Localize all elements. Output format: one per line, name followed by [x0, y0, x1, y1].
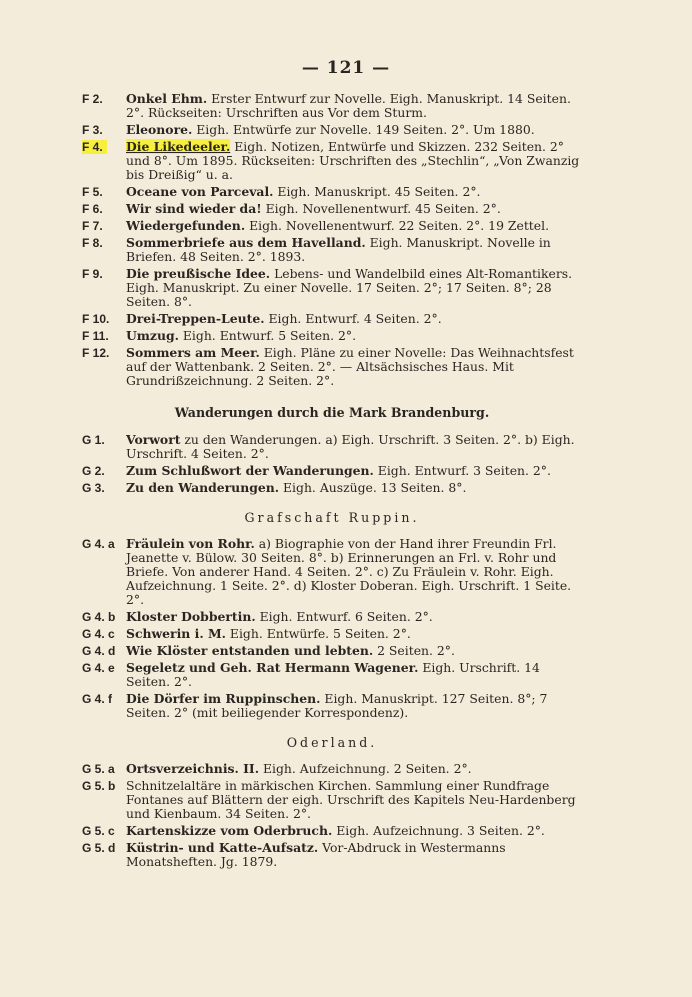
catalog-entry: [82, 779, 582, 821]
entry-description: Eigh. Entwürfe. 5 Seiten. 2°.: [225, 626, 411, 641]
catalog-entry: [82, 610, 582, 624]
entry-code: G 3.: [82, 481, 105, 495]
entry-title: Sommers am Meer.: [126, 345, 260, 360]
entry-title: Die Dörfer im Ruppinschen.: [126, 691, 321, 706]
entry-code: F 9.: [82, 267, 103, 281]
catalog-entry: [82, 644, 582, 658]
entry-title: Oceane von Parceval.: [126, 184, 274, 199]
entry-code: G 1.: [82, 433, 105, 447]
catalog-entry: [82, 481, 582, 495]
entry-title: Wir sind wieder da!: [126, 201, 262, 216]
entry-description: Eigh. Novellenentwurf. 22 Seiten. 2°. 19 Zettel.: [245, 218, 550, 233]
entry-code: G 5. b: [82, 779, 116, 793]
entry-title: Ortsverzeichnis. II.: [126, 761, 260, 776]
entry-code: G 5. c: [82, 824, 115, 838]
entry-description: Eigh. Manuskript. 45 Seiten. 2°.: [273, 184, 481, 199]
catalog-entry: [82, 185, 582, 199]
entry-description: Eigh. Aufzeichnung. 2 Seiten. 2°.: [259, 761, 472, 776]
catalog-entry: [82, 824, 582, 838]
entry-description: Eigh. Notizen, Entwürfe und Skizzen. 232 Seiten. 2° und 8°. Um 1895. Rückseiten: Urschriften des „Stechlin“, „Von Zwanzig bis Dreißig“ u. a.: [126, 139, 580, 182]
catalog-entry: [82, 841, 582, 869]
entry-code: G 5. d: [82, 841, 116, 855]
entry-code: F 11.: [82, 329, 109, 343]
entry-title: Fräulein von Rohr.: [126, 536, 255, 551]
entry-description: Vor-Abdruck in Westermanns Monatsheften. Jg. 1879.: [126, 840, 506, 869]
catalog-entry: [82, 692, 582, 720]
catalog-entry: [82, 236, 582, 264]
entry-code: F 5.: [82, 185, 103, 199]
entry-code: F 6.: [82, 202, 103, 216]
entry-description: Eigh. Entwurf. 3 Seiten. 2°.: [373, 463, 551, 478]
entry-description: Eigh. Entwurf. 5 Seiten. 2°.: [178, 328, 357, 343]
entry-title: Wiedergefunden.: [126, 218, 246, 233]
entry-title: Drei-Treppen-Leute.: [126, 311, 265, 326]
catalog-entry: [82, 267, 582, 309]
catalog-entry: [82, 140, 582, 182]
entry-code: G 4. a: [82, 537, 115, 551]
entry-code: G 5. a: [82, 762, 115, 776]
entries-group-f: [82, 92, 582, 388]
catalog-entry: [82, 329, 582, 343]
entry-code: G 4. f: [82, 692, 113, 706]
entry-code: G 4. e: [82, 661, 115, 675]
entry-code: G 4. d: [82, 644, 116, 658]
catalog-entry: [82, 464, 582, 478]
entry-description: Eigh. Entwurf. 6 Seiten. 2°.: [255, 609, 433, 624]
entry-code: F 2.: [82, 92, 103, 106]
entry-description: Eigh. Novellenentwurf. 45 Seiten. 2°.: [261, 201, 501, 216]
catalog-entry: [82, 627, 582, 641]
entry-title: Segeletz und Geh. Rat Hermann Wagener.: [126, 660, 419, 675]
entry-description: Erster Entwurf zur Novelle. Eigh. Manuskript. 14 Seiten. 2°. Rückseiten: Urschriften aus Vor dem Sturm.: [126, 91, 571, 120]
entry-title: Onkel Ehm.: [126, 91, 208, 106]
entry-title: Kloster Dobbertin.: [126, 609, 256, 624]
entry-title: Schwerin i. M.: [126, 626, 226, 641]
catalog-entry: [82, 312, 582, 326]
entry-description: Schnitzelaltäre in märkischen Kirchen. Sammlung einer Rundfrage Fontanes auf Blättern der eigh. Urschrift des Kapitels Neu-Hardenberg und Kienbaum. 34 Seiten. 2°.: [126, 778, 576, 821]
entry-description: Lebens- und Wandelbild eines Alt-Romantikers. Eigh. Manuskript. Zu einer Novelle. 17 Seiten. 2°; 17 Seiten. 8°; 28 Seiten. 8°.: [126, 266, 573, 309]
entries-group-g4: [82, 537, 582, 720]
entry-code: G 4. b: [82, 610, 116, 624]
entry-code: F 10.: [82, 312, 110, 326]
entries-group-g1-g3: [82, 433, 582, 495]
entry-title: Kartenskizze vom Oderbruch.: [126, 823, 333, 838]
page-number: — 121 —: [301, 58, 391, 78]
subsection-heading-oderland: Oderland.: [286, 735, 378, 750]
entry-description: zu den Wanderungen. a) Eigh. Urschrift. 3 Seiten. 2°. b) Eigh. Urschrift. 4 Seiten. 2°.: [126, 432, 575, 461]
subsection-heading-ruppin: Grafschaft Ruppin.: [244, 510, 420, 525]
catalog-entry: [82, 219, 582, 233]
entry-title: Die Likedeeler.: [126, 139, 231, 154]
entry-code: F 7.: [82, 219, 103, 233]
entry-description: 2 Seiten. 2°.: [373, 643, 455, 658]
entry-description: Eigh. Entwürfe zur Novelle. 149 Seiten. 2°. Um 1880.: [192, 122, 535, 137]
entry-code: F 3.: [82, 123, 103, 137]
entry-description: Eigh. Auszüge. 13 Seiten. 8°.: [279, 480, 467, 495]
entry-description: Eigh. Aufzeichnung. 3 Seiten. 2°.: [332, 823, 545, 838]
entry-title: Sommerbriefe aus dem Havelland.: [126, 235, 366, 250]
entry-title: Zum Schlußwort der Wanderungen.: [126, 463, 374, 478]
catalog-entry: [82, 92, 582, 120]
catalog-content: [82, 92, 582, 872]
entry-title: Küstrin- und Katte-Aufsatz.: [126, 840, 319, 855]
section-heading-wanderungen: Wanderungen durch die Mark Brandenburg.: [174, 405, 490, 420]
entry-title: Vorwort: [126, 432, 181, 447]
entry-description: Eigh. Manuskript. 127 Seiten. 8°; 7 Seiten. 2° (mit beiliegender Korrespondenz).: [126, 691, 548, 720]
entry-title: Eleonore.: [126, 122, 193, 137]
catalog-entry: [82, 433, 582, 461]
catalog-entry: [82, 661, 582, 689]
entry-description: Eigh. Manuskript. Novelle in Briefen. 48 Seiten. 2°. 1893.: [126, 235, 551, 264]
entry-title: Zu den Wanderungen.: [126, 480, 280, 495]
entry-title: Wie Klöster entstanden und lebten.: [126, 643, 374, 658]
entry-description: Eigh. Urschrift. 14 Seiten. 2°.: [126, 660, 540, 689]
entry-description: Eigh. Entwurf. 4 Seiten. 2°.: [264, 311, 442, 326]
entry-description: a) Biographie von der Hand ihrer Freundin Frl. Jeanette v. Bülow. 30 Seiten. 8°. b) Erinnerungen an Frl. v. Rohr und Briefe. Von anderer Hand. 4 Seiten. 2°. c) Zu Fräulein v. Rohr. Eigh. Aufzeichnung. 1 Seite. 2°. d) Kloster Doberan. Eigh. Urschrift. 1 Seite. 2°.: [126, 536, 572, 607]
entry-title: Die preußische Idee.: [126, 266, 271, 281]
catalog-entry: [82, 537, 582, 607]
entry-description: Eigh. Pläne zu einer Novelle: Das Weihnachtsfest auf der Wattenbank. 2 Seiten. 2°. — Altsächsisches Haus. Mit Grundrißzeichnung. 2 Seiten. 2°.: [126, 345, 574, 388]
entry-title: Umzug.: [126, 328, 179, 343]
entry-code: G 2.: [82, 464, 105, 478]
catalog-entry: [82, 346, 582, 388]
entries-group-g5: [82, 762, 582, 869]
entry-code: G 4. c: [82, 627, 115, 641]
catalog-entry: [82, 202, 582, 216]
catalog-entry: [82, 762, 582, 776]
entry-code: F 4.: [82, 140, 107, 154]
catalog-entry: [82, 123, 582, 137]
entry-code: F 12.: [82, 346, 110, 360]
entry-code: F 8.: [82, 236, 103, 250]
